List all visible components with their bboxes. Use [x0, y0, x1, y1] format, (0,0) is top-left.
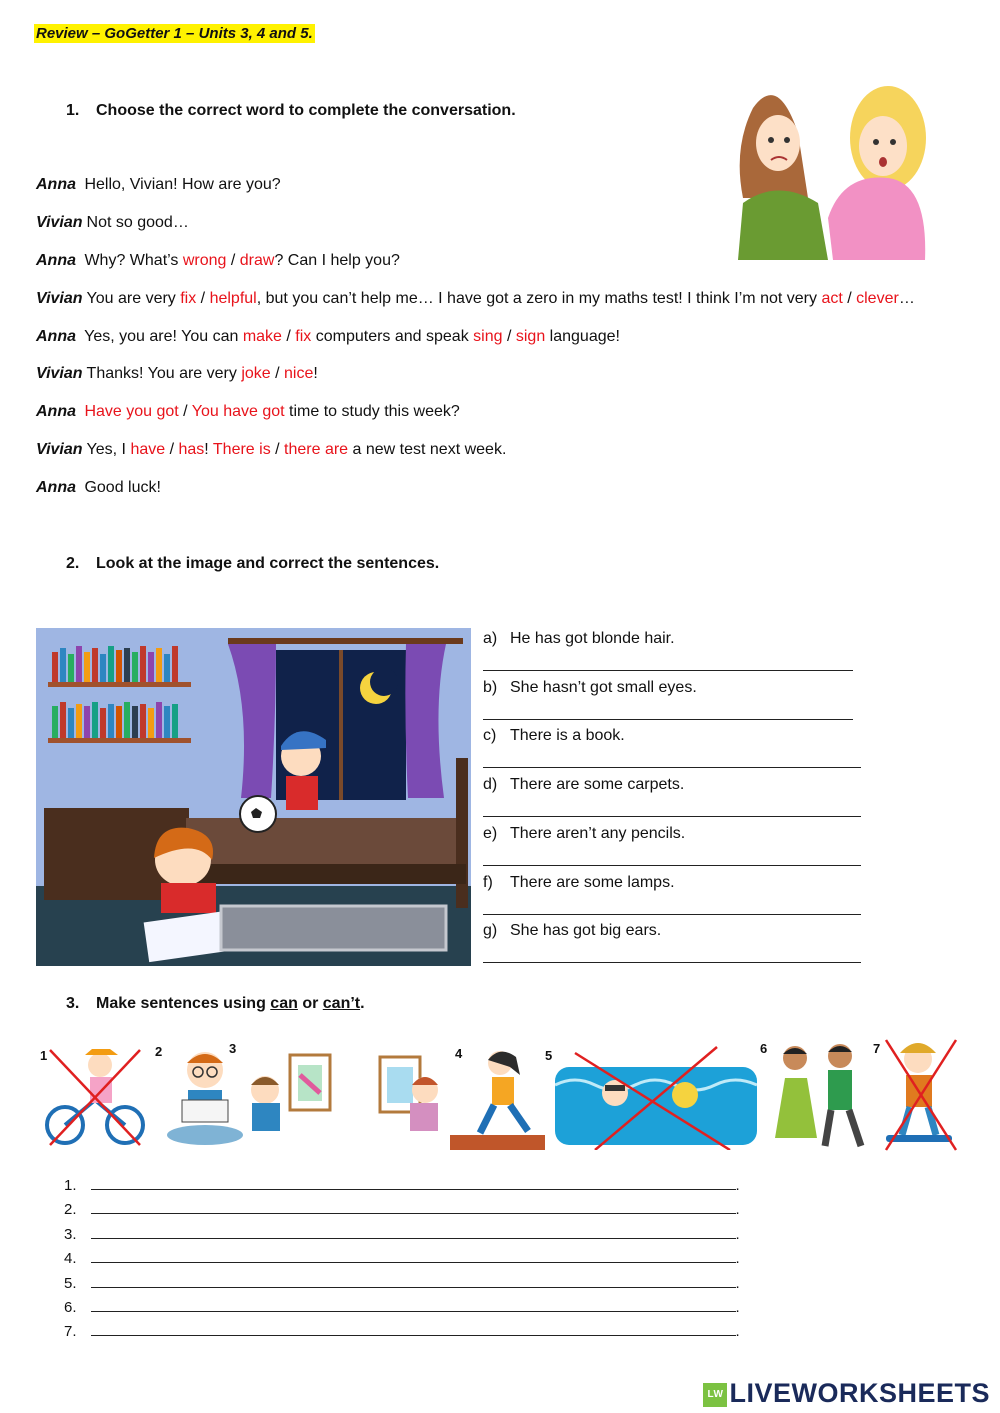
line-text: Yes, I	[86, 441, 131, 458]
q2-answer-line[interactable]	[483, 670, 853, 671]
word-option[interactable]: clever	[856, 290, 899, 307]
q2-sentence	[483, 679, 697, 697]
q2-sentence-label: b)	[483, 678, 498, 696]
bedroom-image	[36, 628, 471, 966]
line-text: /	[502, 328, 516, 345]
q3-answer-line[interactable]	[91, 1201, 736, 1214]
q2-heading-text: Look at the image and correct the sentences.	[96, 555, 440, 572]
speaker-name: Anna	[36, 479, 76, 496]
word-option[interactable]: make	[242, 328, 282, 345]
q3-answer-line[interactable]	[91, 1323, 736, 1336]
q3-answer-number: 1.	[64, 1177, 77, 1194]
line-text: You are very	[86, 290, 181, 307]
q3-heading-end: .	[360, 995, 365, 1012]
line-text: …	[898, 290, 915, 307]
q3-answer-number: 6.	[64, 1299, 77, 1316]
q2-answer-line[interactable]	[483, 962, 861, 963]
line-text: time to study this week?	[284, 403, 460, 420]
line-text: !	[204, 441, 213, 458]
q3-answer-period: .	[735, 1323, 740, 1341]
liveworksheets-logo	[703, 1378, 990, 1409]
q2-sentence-text: There is a book.	[510, 727, 625, 745]
line-text: ? Can I help you?	[274, 252, 400, 269]
conversation-line	[36, 176, 281, 194]
line-text: /	[196, 290, 210, 307]
q3-heading	[66, 995, 365, 1013]
conversation-line	[36, 479, 161, 497]
word-option[interactable]: fix	[180, 290, 197, 307]
word-option[interactable]: act	[821, 290, 843, 307]
q3-answer-line[interactable]	[91, 1177, 736, 1190]
q2-sentence	[483, 630, 675, 648]
line-text: Hello, Vivian! How are you?	[80, 176, 281, 193]
paint-pictures-image	[240, 1045, 440, 1145]
speaker-name: Vivian	[36, 290, 83, 307]
q2-sentence-label: g)	[483, 922, 498, 940]
q2-sentence-text: She has got big ears.	[510, 922, 662, 940]
line-text: /	[226, 252, 240, 269]
q2-sentence-text: He has got blonde hair.	[510, 630, 675, 647]
q2-sentence-label: c)	[483, 727, 497, 745]
line-text: computers and speak	[311, 328, 474, 345]
q2-answer-line[interactable]	[483, 865, 861, 866]
q2-sentence-text: There are some carpets.	[510, 776, 685, 794]
word-option[interactable]: sing	[473, 328, 503, 345]
q3-answer-number: 2.	[64, 1201, 77, 1219]
q3-answer-period: .	[735, 1299, 740, 1316]
q3-answer-number: 4.	[64, 1250, 77, 1268]
picture-number-1: 1	[40, 1048, 48, 1063]
dance-image	[765, 1038, 870, 1150]
word-option[interactable]: helpful	[209, 290, 257, 307]
line-text: Thanks! You are very	[86, 365, 242, 382]
conversation-line	[36, 441, 506, 459]
speaker-name: Vivian	[36, 214, 83, 231]
run-image	[450, 1045, 545, 1150]
q2-heading	[66, 555, 439, 573]
picture-number-5: 5	[545, 1048, 553, 1063]
q3-answer-period: .	[735, 1250, 740, 1268]
q2-answer-line[interactable]	[483, 816, 861, 817]
word-option[interactable]: You have got	[191, 403, 285, 420]
q3-answer-row	[64, 1201, 740, 1218]
q3-answer-number: 7.	[64, 1323, 77, 1341]
line-text: /	[842, 290, 857, 307]
worksheet-title: Review – GoGetter 1 – Units 3, 4 and 5.	[36, 25, 313, 42]
q3-number: 3.	[66, 995, 80, 1012]
word-option[interactable]: has	[178, 441, 205, 458]
q3-answer-line[interactable]	[91, 1299, 736, 1312]
line-text: /	[178, 403, 192, 420]
line-text: Not so good…	[86, 214, 189, 231]
conversation-line	[36, 252, 400, 270]
line-text: language!	[545, 328, 620, 345]
word-option[interactable]: nice	[284, 365, 314, 382]
line-text: /	[165, 441, 179, 458]
q2-sentence-text: There aren’t any pencils.	[510, 824, 686, 842]
q3-answer-row	[64, 1299, 740, 1316]
speaker-name: Anna	[36, 328, 76, 345]
read-book-image	[160, 1045, 250, 1150]
q3-answer-line[interactable]	[91, 1250, 736, 1263]
word-option[interactable]: fix	[295, 328, 312, 345]
q3-or-word: or	[297, 995, 323, 1012]
q2-number: 2.	[66, 555, 80, 572]
q2-sentence-label: e)	[483, 824, 498, 842]
swim-crossed-image	[555, 1045, 757, 1150]
sad-friends-image	[733, 78, 928, 260]
picture-number-7: 7	[873, 1041, 881, 1056]
word-option[interactable]: have	[130, 441, 166, 458]
q3-answer-row	[64, 1250, 740, 1267]
line-text: /	[270, 365, 285, 382]
q2-sentence	[483, 922, 661, 940]
q2-answer-line[interactable]	[483, 767, 861, 768]
picture-number-4: 4	[455, 1046, 463, 1061]
q2-sentence-label: d)	[483, 776, 498, 794]
q3-answer-period: .	[735, 1201, 740, 1219]
q2-sentence	[483, 776, 684, 794]
word-option[interactable]: wrong	[182, 252, 227, 269]
q2-sentence	[483, 874, 675, 892]
q2-sentence-label: a)	[483, 630, 498, 647]
line-text: Why? What’s	[80, 252, 183, 269]
skateboard-crossed-image	[880, 1035, 960, 1155]
q2-sentence	[483, 825, 685, 843]
q3-answer-line[interactable]	[91, 1226, 736, 1239]
line-text: , but you can’t help me… I have got a zero in my maths test! I think I’m not very	[256, 290, 822, 307]
q3-can-word: can	[270, 995, 298, 1012]
speaker-name: Anna	[36, 403, 76, 420]
conversation-line	[36, 403, 460, 421]
line-text: Good luck!	[80, 479, 161, 496]
q2-answer-line[interactable]	[483, 719, 853, 720]
word-option[interactable]: There is	[212, 441, 271, 458]
q3-answer-line[interactable]	[91, 1275, 736, 1288]
speaker-name: Anna	[36, 252, 76, 269]
q2-sentence-text: There are some lamps.	[510, 873, 675, 891]
q3-answer-period: .	[735, 1177, 740, 1194]
picture-number-2: 2	[155, 1044, 163, 1059]
q3-answer-row	[64, 1177, 740, 1194]
q3-answer-row	[64, 1323, 740, 1340]
picture-number-6: 6	[760, 1041, 768, 1056]
q3-answer-period: .	[735, 1274, 740, 1292]
q3-heading-pre: Make sentences using	[96, 995, 271, 1012]
line-text: !	[313, 365, 318, 382]
q3-answer-number: 5.	[64, 1274, 77, 1292]
line-text: /	[270, 441, 285, 458]
picture-number-3: 3	[229, 1041, 237, 1056]
liveworksheets-logo-text: LIVEWORKSHEETS	[729, 1378, 990, 1408]
ride-bike-crossed-image	[40, 1045, 150, 1150]
line-text: /	[281, 328, 296, 345]
liveworksheets-logo-mark: LW	[703, 1383, 727, 1407]
word-option[interactable]: joke	[241, 365, 271, 382]
q1-heading-text: Choose the correct word to complete the conversation.	[96, 102, 516, 119]
word-option[interactable]: sign	[515, 328, 546, 345]
conversation-line	[36, 328, 620, 346]
q3-answer-period: .	[735, 1225, 740, 1243]
conversation-line	[36, 365, 318, 383]
q1-number: 1.	[66, 102, 80, 119]
line-text: Yes, you are! You can	[80, 328, 243, 345]
q3-answer-row	[64, 1275, 740, 1292]
word-option[interactable]: there are	[284, 441, 349, 458]
q2-answer-line[interactable]	[483, 914, 861, 915]
q3-cant-word: can’t	[322, 995, 361, 1012]
word-option[interactable]: draw	[239, 252, 275, 269]
word-option[interactable]: Have you got	[84, 403, 179, 420]
q2-sentence-label: f)	[483, 873, 493, 891]
q1-heading	[66, 102, 516, 120]
line-text: a new test next week.	[348, 441, 507, 458]
conversation-line	[36, 214, 189, 232]
q3-answer-number: 3.	[64, 1225, 77, 1243]
speaker-name: Vivian	[36, 441, 83, 458]
q3-answer-row	[64, 1226, 740, 1243]
q2-sentence	[483, 727, 625, 745]
speaker-name: Anna	[36, 176, 76, 193]
conversation-line	[36, 290, 915, 308]
q2-sentence-text: She hasn’t got small eyes.	[510, 678, 697, 696]
speaker-name: Vivian	[36, 365, 83, 382]
